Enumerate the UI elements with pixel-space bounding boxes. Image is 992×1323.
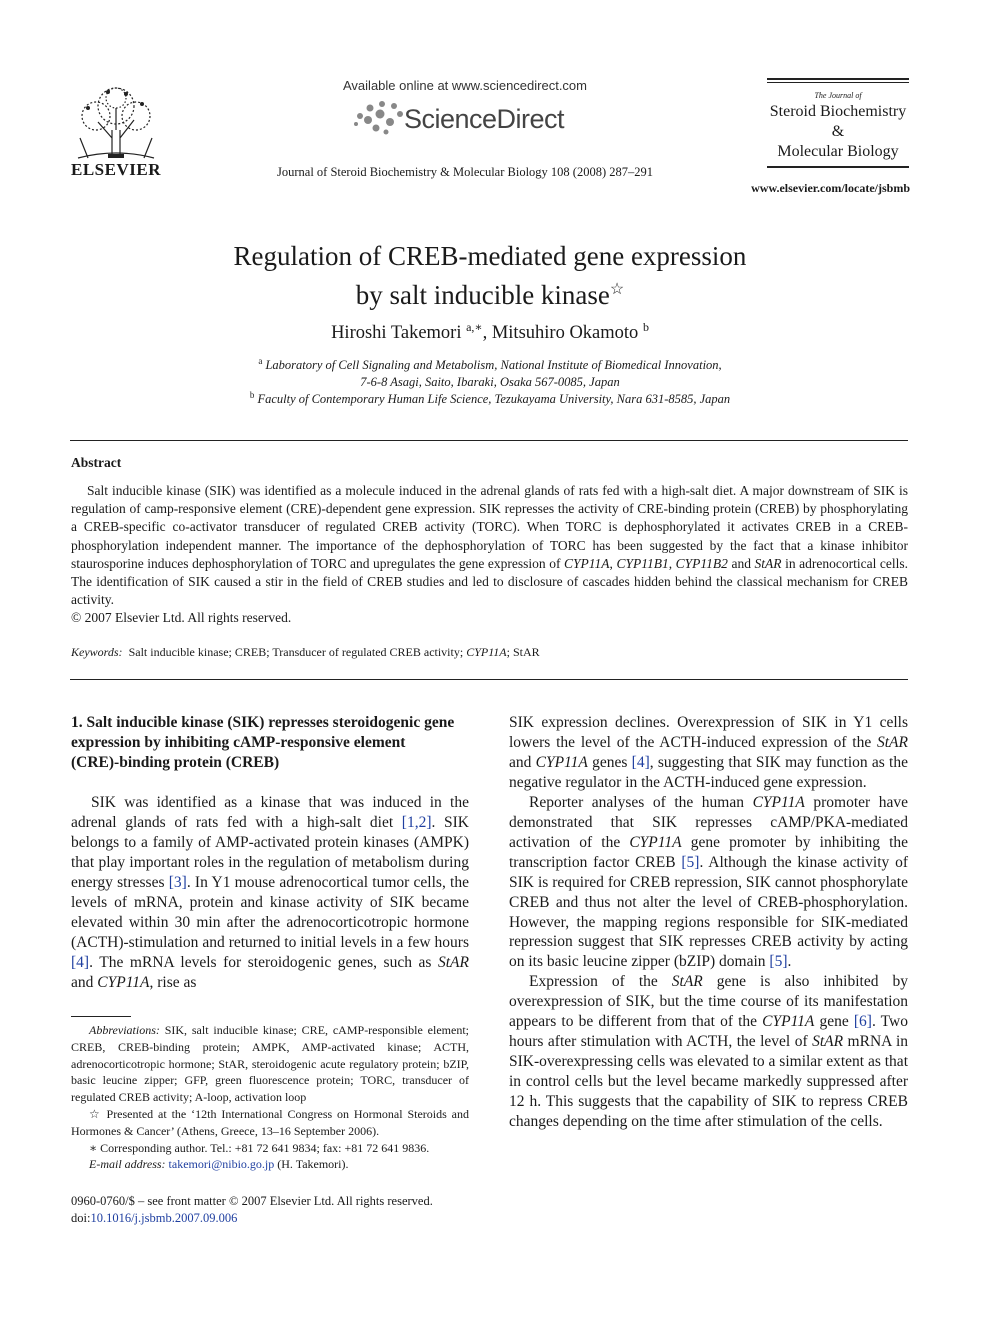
gene-name: CYP11A <box>97 973 150 991</box>
page-footer <box>71 1193 491 1226</box>
paragraph <box>509 793 908 973</box>
divider-top <box>70 440 908 441</box>
journal-cover-title <box>767 78 909 170</box>
keywords-label: Keywords: <box>71 645 123 659</box>
title-line2: by salt inducible kinase <box>355 280 610 310</box>
footnote-rule <box>71 1016 131 1017</box>
sciencedirect-wordmark: ScienceDirect <box>404 104 565 134</box>
doi-label: doi: <box>71 1210 91 1225</box>
author-separator: , <box>482 323 492 344</box>
footnote-email <box>71 1156 469 1173</box>
author1-affiliation-mark[interactable]: a,∗ <box>466 320 483 334</box>
citation-link[interactable]: [4] <box>71 953 90 971</box>
text: gene promoter by inhibiting the transcription factor CREB <box>509 833 909 871</box>
star-mark: ☆ <box>89 1106 102 1121</box>
abstract-and: and <box>727 555 755 571</box>
journal-name-line2: Molecular Biology <box>777 143 899 160</box>
doi-line <box>71 1210 491 1227</box>
text: . SIK belongs to a family of AMP-activated protein kinases (AMPK) that play important roles in the regulation of metabolism during energy stresses <box>71 813 469 891</box>
text: , rise as <box>149 973 197 991</box>
paragraph <box>509 972 908 1132</box>
issn-line: 0960-0760/$ – see front matter © 2007 Elsevier Ltd. All rights reserved. <box>71 1194 433 1208</box>
doi-link[interactable]: 10.1016/j.jsbmb.2007.09.006 <box>90 1210 238 1225</box>
text: SIK was identified as a kinase that was induced in the adrenal glands of rats fed with a high-salt diet <box>71 794 469 831</box>
citation-link[interactable]: [5] <box>769 953 788 971</box>
aff-a-mark: a <box>258 356 263 366</box>
citation-link[interactable]: [4] <box>631 753 650 771</box>
title-line1: Regulation of CREB-mediated gene expression <box>233 241 747 271</box>
aff-b-mark: b <box>249 390 255 400</box>
gene-name: CYP11A <box>762 1013 815 1031</box>
author-takemori[interactable]: Hiroshi Takemori <box>331 323 462 344</box>
abstract-copyright: © 2007 Elsevier Ltd. All rights reserved. <box>71 610 292 625</box>
star-text: Presented at the ‘12th International Congress on Hormonal Steroids and Hormones & Cancer’ (Athens, Greece, 13–16 September 2006). <box>71 1106 469 1138</box>
text: SIK expression declines. Overexpression of SIK in Y1 cells lowers the level of the ACTH-induced expression of the <box>509 714 908 751</box>
journal-name-amp: & <box>831 123 845 140</box>
author2-affiliation-mark[interactable]: b <box>642 320 649 334</box>
text: . Although the kinase activity of SIK is required for CREB repression, SIK cannot phosphorylate CREB and thus not alter the level of CREB-phosphorylation. However, the mapping regions responsible for SIK-mediated repression suggest that SIK represses CREB activity by acting on its basic leucine zipper (bZIP) domain <box>509 853 908 971</box>
text: Expression of the <box>529 973 672 991</box>
text: . Two hours after stimulation with ACTH, the level of <box>509 1013 908 1051</box>
keywords-end: ; StAR <box>506 645 540 659</box>
aff-b-line1: Faculty of Contemporary Human Life Science, Tezukayama University, Nara 631-8585, Japan <box>257 392 731 407</box>
gene-name: StAR <box>438 953 469 971</box>
divider-abstract <box>70 679 908 680</box>
abstract-body <box>71 482 908 609</box>
paragraph <box>509 713 908 793</box>
text: . <box>787 953 792 971</box>
gene-name: CYP11A <box>752 793 805 811</box>
gene-name: StAR <box>877 733 908 751</box>
gene-cyp11a: CYP11A <box>564 555 610 571</box>
footnote-abbreviations <box>71 1022 469 1106</box>
journal-citation: Journal of Steroid Biochemistry & Molecular Biology 108 (2008) 287–291 <box>277 165 653 179</box>
aff-a-line2: 7-6-8 Asagi, Saito, Ibaraki, Osaka 567-0085, Japan <box>360 374 620 389</box>
gene-cyp11b2: CYP11B2 <box>675 555 728 571</box>
article-title <box>140 240 840 312</box>
gene-name: StAR <box>812 1033 844 1051</box>
email-suffix: (H. Takemori). <box>274 1157 349 1172</box>
abstract-text-2: in adrenocortical cells. The identification of SIK caused a stir in the field of CREB studies and led to disclosure of cascades hidden behind the classical mechanism for CREB activity. <box>71 555 909 608</box>
email-label: E-mail address: <box>89 1157 166 1172</box>
body-column-left <box>71 793 469 993</box>
aff-a-line1: Laboratory of Cell Signaling and Metabolism, National Institute of Biomedical Innovation, <box>265 358 722 373</box>
gene-name: CYP11A <box>629 833 682 851</box>
journal-small-caption: The Journal of <box>814 91 862 100</box>
footnote-presented <box>71 1106 469 1140</box>
citation-link[interactable]: [1,2] <box>401 813 432 831</box>
author-list <box>140 320 840 344</box>
text: Reporter analyses of the human <box>529 793 753 811</box>
corr-mark: ∗ <box>89 1140 98 1155</box>
gene-cyp11b1: CYP11B1 <box>616 555 669 571</box>
citation-link[interactable]: [3] <box>168 873 187 891</box>
keywords-text: Salt inducible kinase; CREB; Transducer of regulated CREB activity; <box>128 645 464 659</box>
body-column-right <box>509 713 908 1132</box>
paragraph <box>71 793 469 993</box>
gene-star: StAR <box>754 555 782 571</box>
text: promoter have demonstrated that SIK represses cAMP/PKA-mediated activation of the <box>509 793 908 851</box>
email-link[interactable]: takemori@nibio.go.jp <box>168 1157 275 1172</box>
abbr-label: Abbreviations: <box>89 1023 160 1037</box>
text: and <box>509 753 536 771</box>
available-online-text: Available online at www.sciencedirect.com <box>343 78 587 93</box>
text: genes <box>587 753 632 771</box>
abbr-text: SIK, salt inducible kinase; CRE, cAMP-responsible element; CREB, CREB-binding protein; AMPK, AMP-activated kinase; ACTH, adrenocorticotropic hormone; StAR, steroidogenic acute regulatory protein; bZIP, basic leucine zipper; GFP, green fluorescence protein; TORC, transducer of regulated CREB activity; A-loop, activation loop <box>71 1023 469 1105</box>
keyword-gene: CYP11A <box>466 645 507 659</box>
elsevier-wordmark: ELSEVIER <box>71 160 161 179</box>
text: gene <box>814 1013 854 1031</box>
author-okamoto[interactable]: Mitsuhiro Okamoto <box>491 323 639 344</box>
title-footnote-mark[interactable]: ☆ <box>609 281 625 298</box>
text: mRNA in SIK-overexpressing cells was elevated to a similar extent as that in control cells but the level became markedly suppressed after 12 h. This suggests that the capability of SIK to repress CREB changes depending on the time after stimulation of the cells. <box>509 1033 908 1131</box>
text: . In Y1 mouse adrenocortical tumor cells, the levels of mRNA, protein and kinase activity of SIK became elevated within 30 min after the adrenocorticotropic hormone (ACTH)-stimulation and returned to initial levels in a few hours <box>71 873 469 951</box>
section-heading: 1. Salt inducible kinase (SIK) represses steroidogenic gene expression by inhibiting cAMP-responsive element (CRE)-binding protein (CREB) <box>71 714 455 771</box>
footnotes <box>71 1022 469 1173</box>
text: . The mRNA levels for steroidogenic genes, such as <box>89 953 438 971</box>
affiliation-a <box>140 353 840 390</box>
footnote-corresponding <box>71 1140 469 1157</box>
abstract-heading: Abstract <box>71 455 122 470</box>
text: , suggesting that SIK may function as the negative regulator in the ACTH-induced gene expression. <box>509 753 908 791</box>
journal-name <box>767 102 909 162</box>
citation-link[interactable]: [5] <box>681 853 700 871</box>
abstract-comma: , <box>609 555 617 571</box>
corr-text: Corresponding author. Tel.: +81 72 641 9834; fax: +81 72 641 9836. <box>97 1140 430 1155</box>
citation-link[interactable]: [6] <box>853 1013 872 1031</box>
abstract-comma: , <box>668 555 676 571</box>
journal-name-line1: Steroid Biochemistry <box>769 103 907 120</box>
text: and <box>71 973 98 991</box>
abstract-text-1: Salt inducible kinase (SIK) was identified as a molecule induced in the adrenal glands of rats fed with a high-salt diet. A major downstream of SIK is regulation of camp-responsive element (CRE)-dependent gene expression. SIK represses the activity of CRE-binding protein (CREB) by phosphorylating a CREB-specific co-activator transducer of regulated CREB activity (TORC). When TORC is dephosphorylated it activates CREB in a CREB-phosphorylation independent manner. The importance of the dephosphorylation of TORC has been suggested by the fact that a kinase inhibitor staurosporine induces dephosphorylation of TORC and upregulates the gene expression of <box>71 483 908 571</box>
gene-name: CYP11A <box>535 753 588 771</box>
affiliation-b <box>140 387 840 408</box>
journal-url[interactable]: www.elsevier.com/locate/jsbmb <box>751 181 910 195</box>
gene-name: StAR <box>671 973 703 991</box>
keywords <box>71 645 908 660</box>
text: gene is also inhibited by overexpression of SIK, but the time course of its manifestation appears to be different from that of the <box>509 973 908 1031</box>
